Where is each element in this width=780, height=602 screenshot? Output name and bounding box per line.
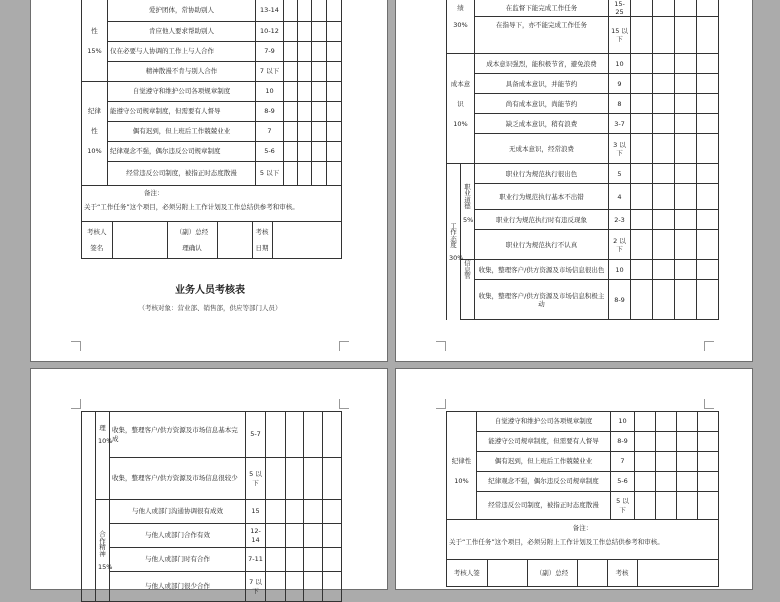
score-cell[interactable]	[284, 82, 298, 102]
remarks-text: 关于“工作任务”这个项目，必须另附上工作计划及工作总结供参考和审核。	[449, 538, 664, 547]
score-cell[interactable]	[323, 524, 342, 548]
score-cell[interactable]	[653, 74, 675, 94]
score-cell[interactable]	[631, 280, 653, 320]
criterion-label	[82, 82, 108, 102]
crop-mark	[704, 399, 714, 409]
date-label: 考核 日期	[252, 222, 272, 258]
score-cell[interactable]	[631, 164, 653, 184]
score-cell[interactable]	[298, 142, 312, 162]
score-range: 7 以下	[256, 62, 284, 82]
criterion-label	[447, 412, 477, 432]
criterion-label: 性	[82, 22, 108, 42]
criterion-description: 纪律观念不强，偶尔违反公司规章制度	[108, 142, 256, 162]
score-cell[interactable]	[675, 54, 697, 74]
signature-field[interactable]	[487, 560, 527, 586]
score-cell[interactable]	[635, 412, 656, 432]
criterion-description: 具备成本意识，并能节约	[475, 74, 609, 94]
score-cell[interactable]	[675, 280, 697, 320]
appraisal-table-part-2	[446, 0, 719, 320]
signature-row	[447, 560, 719, 587]
score-cell[interactable]	[284, 42, 298, 62]
score-cell[interactable]	[266, 458, 286, 500]
criterion-description: 收集，整理客户/供方资源及市场信息很出色	[475, 260, 609, 280]
signature-label: 考核人签	[447, 560, 487, 586]
score-cell[interactable]	[697, 17, 719, 54]
criterion-label	[82, 162, 108, 186]
criterion-description: 仅在必要与人协调的工作上与人合作	[108, 42, 256, 62]
score-cell[interactable]	[656, 492, 677, 520]
score-cell[interactable]	[675, 164, 697, 184]
score-cell[interactable]	[653, 0, 675, 17]
crop-mark	[339, 341, 349, 351]
score-range: 13-14	[256, 0, 284, 22]
score-range: 10	[609, 54, 631, 74]
score-cell[interactable]	[635, 432, 656, 452]
criterion-description: 经常违反公司制度，被指正时态度散漫	[477, 492, 611, 520]
score-cell[interactable]	[675, 17, 697, 54]
score-cell[interactable]	[697, 94, 719, 114]
score-cell[interactable]	[697, 54, 719, 74]
appraisal-table-part-3	[81, 411, 342, 602]
score-range: 7	[611, 452, 635, 472]
criterion-label	[461, 280, 475, 320]
score-cell[interactable]	[635, 492, 656, 520]
criterion-description: 职业行为规范执行不认真	[475, 230, 609, 260]
score-cell[interactable]	[631, 114, 653, 134]
score-range: 12-14	[246, 524, 266, 548]
score-cell[interactable]	[653, 280, 675, 320]
score-cell[interactable]	[635, 472, 656, 492]
score-cell[interactable]	[631, 260, 653, 280]
score-cell[interactable]	[631, 54, 653, 74]
criterion-description: 经常违反公司制度，被指正时态度散漫	[108, 162, 256, 186]
criterion-group-cell	[82, 412, 96, 458]
manager-confirm-label: （副）总经	[527, 560, 577, 586]
score-cell[interactable]	[304, 548, 323, 572]
score-cell[interactable]	[697, 164, 719, 184]
criterion-description: 尚有成本意识，尚能节约	[475, 94, 609, 114]
criterion-description: 职业行为规范执行很出色	[475, 164, 609, 184]
score-cell[interactable]	[653, 134, 675, 164]
criterion-group-cell	[82, 500, 96, 524]
score-cell[interactable]	[323, 412, 342, 458]
criterion-description: 与他人或部门很少合作	[110, 572, 246, 602]
score-range: 5	[609, 164, 631, 184]
score-cell[interactable]	[284, 62, 298, 82]
criterion-description: 爱护团体，常协助别人	[108, 0, 256, 22]
score-range: 10	[611, 412, 635, 432]
score-range: 8-9	[611, 432, 635, 452]
criterion-label: 职业道德	[461, 184, 475, 210]
score-cell[interactable]	[284, 162, 298, 186]
score-cell[interactable]	[697, 184, 719, 210]
criterion-description: 能遵守公司规章制度，但需要有人督导	[477, 432, 611, 452]
score-cell[interactable]	[327, 162, 342, 186]
document-page-1	[30, 0, 388, 362]
score-cell[interactable]	[266, 500, 286, 524]
criterion-description: 与他人或部门合作有效	[110, 524, 246, 548]
score-cell[interactable]	[631, 94, 653, 114]
score-range: 10	[609, 260, 631, 280]
score-cell[interactable]	[677, 412, 698, 432]
appraisal-table-part-4	[446, 411, 719, 587]
score-cell[interactable]	[698, 432, 719, 452]
score-cell[interactable]	[327, 62, 342, 82]
remarks-label: 备注：	[144, 189, 164, 197]
score-range: 7	[256, 122, 284, 142]
score-cell[interactable]	[656, 452, 677, 472]
score-cell[interactable]	[312, 122, 327, 142]
criterion-label	[82, 62, 108, 82]
criterion-description: 收集，整理客户/供方资源及市场信息基本完成	[110, 412, 246, 458]
score-range: 15-25	[609, 0, 631, 17]
score-cell[interactable]	[312, 82, 327, 102]
criterion-group-cell	[82, 572, 96, 602]
crop-mark	[71, 399, 81, 409]
score-cell[interactable]	[304, 500, 323, 524]
score-cell[interactable]	[298, 0, 312, 22]
date-field[interactable]	[272, 222, 342, 258]
score-range: 2-3	[609, 210, 631, 230]
score-cell[interactable]	[266, 548, 286, 572]
signature-label: 考核人 签名	[82, 222, 112, 258]
score-cell[interactable]	[298, 122, 312, 142]
criterion-label: 识	[447, 94, 475, 114]
score-range: 5 以下	[246, 458, 266, 500]
score-cell[interactable]	[653, 210, 675, 230]
score-cell[interactable]	[697, 210, 719, 230]
criterion-label	[447, 432, 477, 452]
criterion-label	[461, 164, 475, 184]
score-range: 7-11	[246, 548, 266, 572]
score-cell[interactable]	[675, 260, 697, 280]
score-cell[interactable]	[327, 122, 342, 142]
criterion-description: 精神散漫不肯与别人合作	[108, 62, 256, 82]
signature-table	[447, 560, 719, 586]
manager-confirm-field[interactable]	[217, 222, 252, 258]
score-cell[interactable]	[266, 412, 286, 458]
score-range: 5-6	[256, 142, 284, 162]
score-cell[interactable]	[631, 0, 653, 17]
score-cell[interactable]	[327, 22, 342, 42]
score-cell[interactable]	[312, 0, 327, 22]
form-subtitle: （考核对象：营业部、销售部，供应等部门人员）	[138, 304, 282, 312]
score-cell[interactable]	[323, 572, 342, 602]
remarks-label: 备注：	[572, 524, 593, 532]
score-range: 4	[609, 184, 631, 210]
criterion-description: 职业行为规范执行基本不出错	[475, 184, 609, 210]
score-cell[interactable]	[675, 114, 697, 134]
score-cell[interactable]	[653, 184, 675, 210]
score-cell[interactable]	[677, 432, 698, 452]
score-range: 8-9	[609, 280, 631, 320]
criterion-group-cell	[82, 524, 96, 548]
score-cell[interactable]	[697, 0, 719, 17]
score-cell[interactable]	[631, 230, 653, 260]
score-cell[interactable]	[677, 472, 698, 492]
score-cell[interactable]	[697, 260, 719, 280]
score-cell[interactable]	[327, 42, 342, 62]
score-cell[interactable]	[298, 62, 312, 82]
score-cell[interactable]	[304, 458, 323, 500]
score-range: 3-7	[609, 114, 631, 134]
score-range: 15 以下	[609, 17, 631, 54]
score-cell[interactable]	[697, 280, 719, 320]
score-range: 7-9	[256, 42, 284, 62]
criterion-label: 信息管	[461, 260, 475, 280]
score-cell[interactable]	[312, 102, 327, 122]
crop-mark	[71, 341, 81, 351]
score-cell[interactable]	[266, 572, 286, 602]
score-cell[interactable]	[653, 17, 675, 54]
score-cell[interactable]	[675, 0, 697, 17]
score-range: 2 以下	[609, 230, 631, 260]
score-cell[interactable]	[675, 74, 697, 94]
signature-row	[82, 222, 342, 259]
criterion-description: 成本意识强烈，能积极节省，避免浪费	[475, 54, 609, 74]
score-cell[interactable]	[284, 142, 298, 162]
score-cell[interactable]	[697, 134, 719, 164]
criterion-label: 绩	[447, 0, 475, 17]
score-cell[interactable]	[653, 94, 675, 114]
criterion-description: 偶有迟到，但上班后工作兢兢业业	[108, 122, 256, 142]
score-range: 15	[246, 500, 266, 524]
score-range: 5-6	[611, 472, 635, 492]
criterion-description: 收集，整理客户/供方资源及市场信息很较少	[110, 458, 246, 500]
score-cell[interactable]	[697, 114, 719, 134]
score-range: 10-12	[256, 22, 284, 42]
criterion-label	[447, 134, 475, 164]
score-cell[interactable]	[631, 184, 653, 210]
score-cell[interactable]	[286, 458, 304, 500]
criterion-description: 收集，整理客户/供方资源及市场信息积极主动	[475, 280, 609, 320]
score-cell[interactable]	[697, 230, 719, 260]
score-cell[interactable]	[677, 452, 698, 472]
score-cell[interactable]	[312, 142, 327, 162]
criterion-label: 理 10%	[96, 412, 110, 458]
manager-confirm-label: （副）总经 理确认	[167, 222, 217, 258]
score-cell[interactable]	[327, 0, 342, 22]
score-range: 3 以下	[609, 134, 631, 164]
score-cell[interactable]	[631, 134, 653, 164]
criterion-label	[96, 458, 110, 500]
score-cell[interactable]	[312, 62, 327, 82]
criterion-label	[447, 54, 475, 74]
criterion-description: 能遵守公司规章制度，但需要有人督导	[108, 102, 256, 122]
signature-field[interactable]	[112, 222, 167, 258]
criterion-weight: 5%	[461, 210, 475, 230]
document-page-4	[395, 368, 753, 590]
appraisal-table-part-1	[81, 0, 342, 259]
score-cell[interactable]	[323, 548, 342, 572]
score-cell[interactable]	[635, 452, 656, 472]
criterion-group-cell	[82, 458, 96, 500]
score-cell[interactable]	[286, 500, 304, 524]
remarks-cell	[447, 520, 719, 560]
score-cell[interactable]	[304, 572, 323, 602]
criterion-description: 纪律观念不强，偶尔违反公司规章制度	[477, 472, 611, 492]
score-cell[interactable]	[298, 162, 312, 186]
criterion-description: 自觉遵守和维护公司各项规章制度	[477, 412, 611, 432]
score-cell[interactable]	[656, 412, 677, 432]
criterion-description: 无成本意识，经常浪费	[475, 134, 609, 164]
criterion-weight: 15%	[82, 42, 108, 62]
criterion-description: 与他人或部门沟通协调很有成效	[110, 500, 246, 524]
criterion-description: 在监督下能完成工作任务	[475, 0, 609, 17]
score-range: 8-9	[256, 102, 284, 122]
crop-mark	[339, 399, 349, 409]
criterion-group-cell	[82, 548, 96, 572]
criterion-description: 职业行为规范执行时有违反现象	[475, 210, 609, 230]
score-cell[interactable]	[298, 22, 312, 42]
score-cell[interactable]	[286, 412, 304, 458]
remarks-cell	[82, 186, 342, 222]
score-range: 8	[609, 94, 631, 114]
score-cell[interactable]	[653, 164, 675, 184]
score-cell[interactable]	[323, 458, 342, 500]
score-cell[interactable]	[298, 102, 312, 122]
score-range: 10	[256, 82, 284, 102]
crop-mark	[436, 399, 446, 409]
score-cell[interactable]	[284, 122, 298, 142]
score-cell[interactable]	[284, 22, 298, 42]
form-title: 业务人员考核表	[175, 285, 245, 296]
criterion-weight: 30%	[447, 17, 475, 54]
score-cell[interactable]	[298, 42, 312, 62]
criterion-description: 肯应他人要求帮助别人	[108, 22, 256, 42]
score-cell[interactable]	[266, 524, 286, 548]
score-cell[interactable]	[675, 94, 697, 114]
score-cell[interactable]	[653, 114, 675, 134]
score-cell[interactable]	[304, 412, 323, 458]
score-cell[interactable]	[656, 472, 677, 492]
criterion-label: 纪律	[82, 102, 108, 122]
score-cell[interactable]	[675, 184, 697, 210]
manager-confirm-field[interactable]	[577, 560, 607, 586]
score-cell[interactable]	[312, 22, 327, 42]
score-cell[interactable]	[675, 230, 697, 260]
score-cell[interactable]	[697, 74, 719, 94]
score-cell[interactable]	[327, 102, 342, 122]
date-label: 考核	[607, 560, 637, 586]
score-cell[interactable]	[675, 210, 697, 230]
score-range: 5-7	[246, 412, 266, 458]
score-cell[interactable]	[653, 54, 675, 74]
attitude-group-label: 工作态度 30%	[447, 164, 461, 320]
score-cell[interactable]	[653, 260, 675, 280]
signature-table	[82, 222, 342, 258]
score-cell[interactable]	[323, 500, 342, 524]
criterion-description: 在指导下，亦不能完成工作任务	[475, 17, 609, 54]
score-cell[interactable]	[286, 572, 304, 602]
criterion-label: 成本意	[447, 74, 475, 94]
score-cell[interactable]	[312, 42, 327, 62]
crop-mark	[436, 341, 446, 351]
score-cell[interactable]	[698, 472, 719, 492]
score-range: 5 以下	[256, 162, 284, 186]
score-cell[interactable]	[284, 0, 298, 22]
date-field[interactable]	[637, 560, 719, 586]
score-cell[interactable]	[631, 210, 653, 230]
criterion-weight: 10%	[82, 142, 108, 162]
score-cell[interactable]	[304, 524, 323, 548]
score-cell[interactable]	[677, 492, 698, 520]
score-cell[interactable]	[298, 82, 312, 102]
criterion-weight: 10%	[447, 114, 475, 134]
criterion-label: 合作精神 15%	[96, 500, 110, 602]
remarks-text: 关于“工作任务”这个项目，必须另附上工作计划及工作总结供参考和审核。	[84, 203, 299, 212]
score-cell[interactable]	[698, 452, 719, 472]
document-page-3	[30, 368, 388, 595]
criterion-weight: 10%	[447, 472, 477, 492]
score-cell[interactable]	[327, 142, 342, 162]
criterion-label	[82, 0, 108, 22]
criterion-label: 纪律性	[447, 452, 477, 472]
score-cell[interactable]	[631, 74, 653, 94]
score-cell[interactable]	[675, 134, 697, 164]
score-cell[interactable]	[631, 17, 653, 54]
score-cell[interactable]	[286, 548, 304, 572]
criterion-description: 偶有迟到，但上班后工作兢兢业业	[477, 452, 611, 472]
criterion-description: 自觉遵守和维护公司各项规章制度	[108, 82, 256, 102]
score-cell[interactable]	[656, 432, 677, 452]
score-cell[interactable]	[286, 524, 304, 548]
score-cell[interactable]	[653, 230, 675, 260]
score-range: 5 以下	[611, 492, 635, 520]
score-range: 7 以下	[246, 572, 266, 602]
score-cell[interactable]	[698, 492, 719, 520]
crop-mark	[704, 341, 714, 351]
score-cell[interactable]	[698, 412, 719, 432]
score-cell[interactable]	[312, 162, 327, 186]
score-range: 9	[609, 74, 631, 94]
score-cell[interactable]	[327, 82, 342, 102]
criterion-label	[447, 492, 477, 520]
score-cell[interactable]	[284, 102, 298, 122]
criterion-description: 与他人或部门时有合作	[110, 548, 246, 572]
criterion-description: 缺乏成本意识，稍有浪费	[475, 114, 609, 134]
document-page-2	[395, 0, 753, 362]
criterion-label: 性	[82, 122, 108, 142]
